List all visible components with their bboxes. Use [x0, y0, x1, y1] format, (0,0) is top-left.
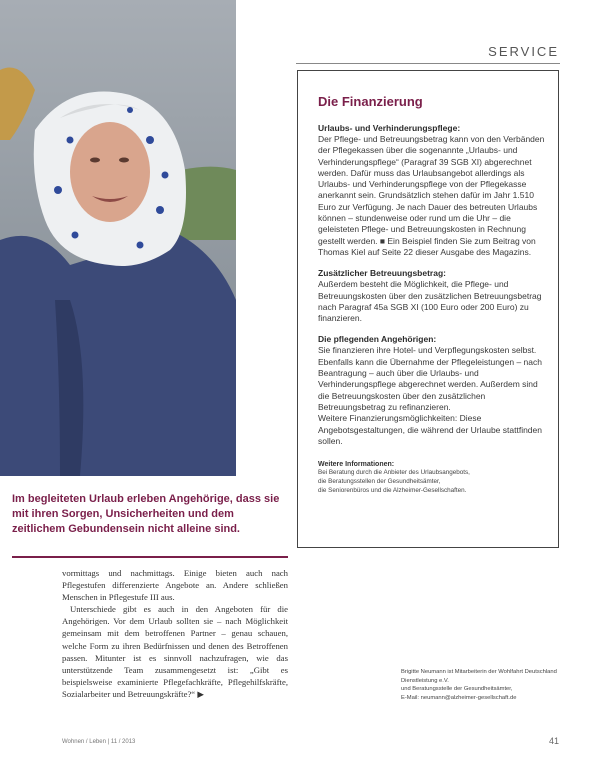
more-info-line: die Beratungsstellen der Gesundheitsämter, — [318, 478, 441, 486]
section-label: SERVICE — [488, 44, 559, 59]
more-info-line: die Seniorenbüros und die Alzheimer-Gesellschaften. — [318, 487, 467, 495]
footer-publication: Wohnen / Leben | 11 / 2013 — [62, 739, 136, 745]
financing-infobox — [297, 70, 559, 548]
credit-line: und Beratungsstelle der Gesundheitsämter, — [401, 686, 513, 693]
infobox-text-2: Außerdem besteht die Möglichkeit, die Pflege- und Betreuungskosten über den zusätzlichen Betreuungsbetrag nach Paragraf 45a SGB XI (100 Euro oder 200 Euro) zu finanzieren. — [318, 279, 542, 324]
page-number: 41 — [548, 736, 559, 746]
body-paragraph: vormittags und nachmittags. Einige bieten auch nach Pflegestufen differenzierte Angebote an. Andere schließen Menschen in Pflegestufe III aus. — [62, 568, 288, 603]
more-info-title: Weitere Informationen: — [318, 461, 395, 469]
photo-illustration — [0, 0, 236, 476]
infobox-text-3: Sie finanzieren ihre Hotel- und Verpflegungskosten selbst. Ebenfalls kann die Übernahme der Pflegeleistungen – nach Beantragung – auch über die Urlaubs- und Verhinderungspflege abgerechnet werden. Außerdem sind die Betreuungskosten über den zusätzlichen Betreuungsbetrag zu refinanzieren. Weitere Finanzierungsmöglichkeiten: Diese Angebotsgestaltungen, die während der Urlaube stattfinden sollen. — [318, 345, 542, 446]
more-info-line: Bei Beratung durch die Anbieter des Urlaubsangebots, — [318, 469, 470, 477]
body-paragraph: Unterschiede gibt es auch in den Angeboten für die Angehörigen. Vor dem Urlaub sollten sie – nach Möglichkeit gemeinsam mit dem betroffenen Partner – genau schauen, welche Form zu ihren Bedürfnissen und denen des Betroffenen passen. Mitunter ist es sinnvoll nachzufragen, wie das unterstützende Team zusammengesetzt ist: „Gibt es beispielsweise examinierte Pflegefachkräfte, Pflegehilfskräfte, Sozialarbeiter und Betreuungskräfte?“ ▶ — [62, 604, 288, 699]
infobox-title: Die Finanzierung — [318, 94, 423, 109]
infobox-heading-3: Die pflegenden Angehörigen: — [318, 334, 437, 345]
infobox-heading-2: Zusätzlicher Betreuungsbetrag: — [318, 268, 446, 279]
author-credit — [401, 668, 561, 702]
infobox-text-1: Der Pflege- und Betreuungsbetrag kann von den Verbänden der Pflegekassen über die sogenannte „Urlaubs- und Verhinderungspflege“ (Paragraf 39 SGB XI) abgerechnet werden. Dafür muss das Urlaubsangebot allerdings als Urlaubs- und Verhinderungspflege von der Pflegekasse anerkannt sein. Grundsätzlich stehen dafür im Jahr 1.510 Euro zur Verfügung. Je nach Dauer des betreuten Urlaubs können – stundenweise oder rund um die Uhr – die geleisteten Pflege- und Betreuungskosten in Rechnung gestellt werden. ■ Ein Beispiel finden Sie zum Beitrag von Thomas Kiel auf Seite 22 dieser Ausgabe des Magazins. — [318, 134, 545, 257]
article-body — [62, 567, 288, 700]
photo-elderly-woman — [0, 0, 236, 476]
caption-underline — [12, 556, 288, 558]
photo-caption: Im begleiteten Urlaub erleben Angehörige, dass sie mit ihren Sorgen, Unsicherheiten und dem zeitlichem Gebundensein nicht alleine sind. — [12, 493, 280, 535]
section-divider — [296, 63, 560, 64]
infobox-heading-1: Urlaubs- und Verhinderungspflege: — [318, 123, 461, 133]
credit-line: E-Mail: neumann@alzheimer-gesellschaft.de — [401, 694, 517, 701]
credit-line: Brigitte Neumann ist Mitarbeiterin der Wohlfahrt Deutschland Dienstleistung e.V. — [401, 669, 557, 684]
